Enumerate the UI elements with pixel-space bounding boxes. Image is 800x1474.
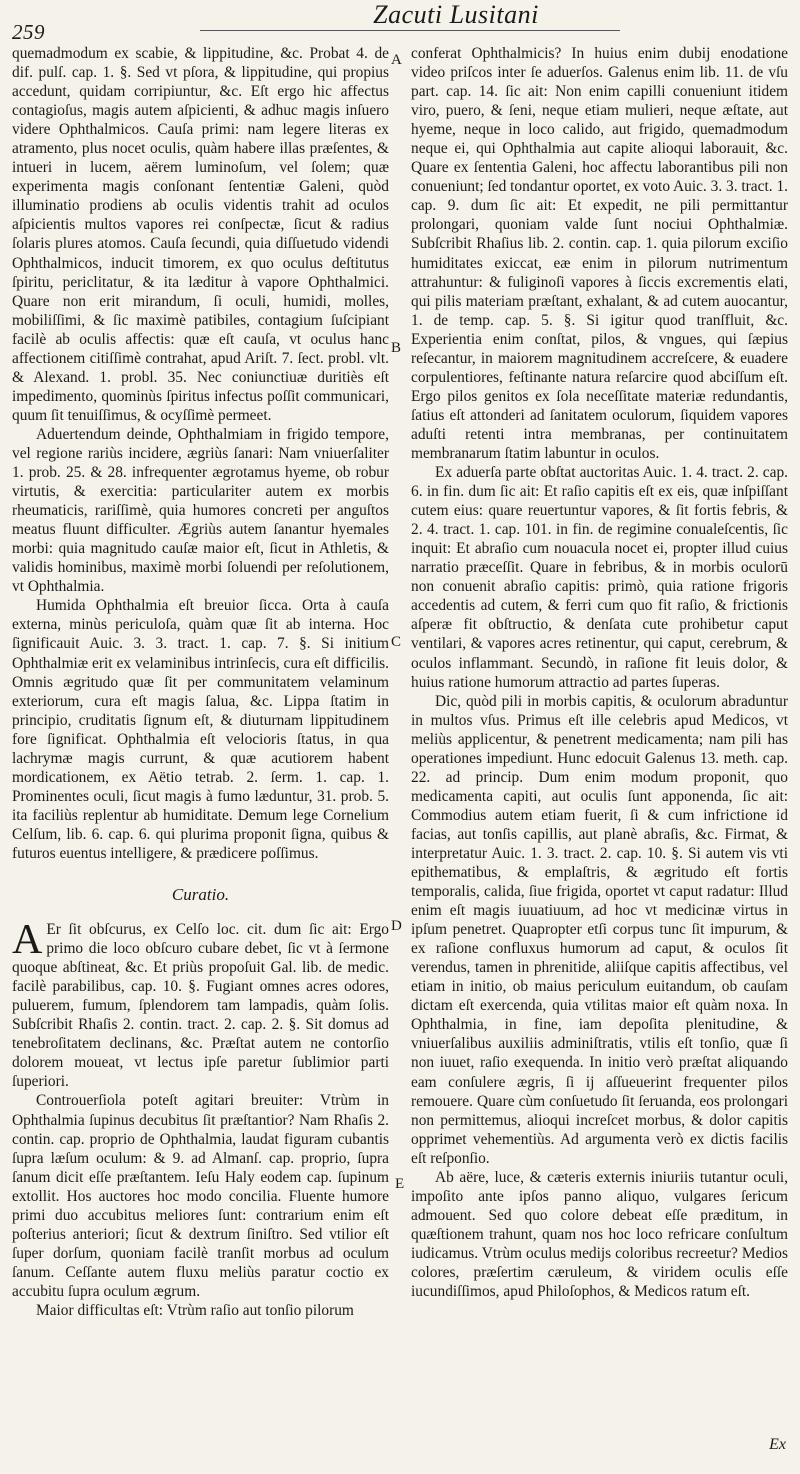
- left-column: [12, 44, 389, 1320]
- left-paragraph-2: Aduertendum deinde, Ophthalmiam in frigido tempore, vel regione rariùs incidere, ægriùs ſanari: Nam vniuerſaliter 1. prob. 25. & 28. infrequenter ægrotamus hyeme, ob robur virtutis, & exercitia: particulariter autem ex morbis rheumaticis, rariſſimè, quia humores concreti per anguſtos meatus fluunt difficulter. Ægriùs autem ſanantur hyemales morbi: quia magnitudo cauſæ maior eſt, ſicut in Athletis, & validis hominibus, maximè morbi ſoluendi per reſolutionem, vt Ophthalmia.: [12, 425, 389, 596]
- margin-marker-a: A: [391, 52, 402, 68]
- margin-marker-c: C: [391, 634, 402, 650]
- left-paragraph-3: Humida Ophthalmia eſt breuior ſicca. Orta à cauſa externa, minùs periculoſa, quàm quæ ſit ab interna. Hoc ſignificauit Auic. 3. 3. tract. 1. cap. 7. §. Si initium Ophthalmiæ erit ex velaminibus intrinſecis, cura eſt difficilis. Omnis ægritudo quæ ſit per communitatem velaminum exteriorum, cura eſt magis ſalua, &c. Lippa ſtatim in principio, cruditatis ſignum eſt, & diuturnam lippitudinem fore ſignificat. Ophthalmia eſt velocioris ſtatus, in qua lachrymæ magis currunt, & quæ acutiorem habent mordicationem, ex Aëtio tetrab. 2. ſerm. 1. cap. 1. Prominentes oculi, ſicut magis à fumo læduntur, 31. prob. 5. ita faciliùs replentur ab humiditate. Demum lege Cornelium Celſum, lib. 6. cap. 6. qui plurima proponit ſigna, quibus & futuros euentus intelligere, & prædicere poſſimus.: [12, 597, 389, 862]
- left-paragraph-4: [12, 917, 389, 1091]
- catchword: Ex: [769, 1436, 786, 1453]
- margin-marker-e: E: [395, 1176, 405, 1192]
- right-paragraph-1: conferat Ophthalmicis? In huius enim dubij enodatione video priſcos inter ſe aduerſos. Galenus enim lib. 11. de vſu part. cap. 14. ſic ait: Non enim capilli conueniunt itidem viro, puero, & ſeni, neque etiam mulieri, neque æſtate, aut hyeme, neque in loco calido, aut frigido, quemadmodum neque ei, qui Ophthalmia aut capite alioqui laborauit, &c. Quare ex ſententia Galeni, hoc affectu laborantibus pili non conueniunt; ſed tondantur oportet, ex voto Auic. 3. 3. tract. 1. cap. 9. dum ſic ait: Et expedit, ne pili permittantur prolongari, quoniam valde ſunt nociui Ophthalmiæ. Subſcribit Rhaſius lib. 2. contin. cap. 1. quia pilorum exciſio humiditates exiccat, eæ enim in pilorum nutrimentum attrahuntur: & fuliginoſi vapores à ſiccis excrementis elati, qui pilis materiam præſtant, exhalant, & ad cutem auocantur, 1. de temp. cap. 5. §. Si igitur quod tranſfluit, &c. Experientia enim conſtat, pilos, & vngues, qui ſæpius reſecantur, in maiorem magnitudinem accreſcere, & euadere corpulentiores, feſtinante natura reſarcire quod abciſſum eſt. Ergo pilos genitos ex ſola neceſſitate materiæ redundantis, ſatius eſt attonderi ad ſanitatem oculorum, ſiquidem vapores aduſti retenti intra membranas, per continuitatem membranarum ſtatim labuntur in oculos.: [411, 45, 788, 462]
- header-rule: [200, 30, 620, 31]
- right-paragraph-3: Dic, quòd pili in morbis capitis, & oculorum abraduntur in multos vſus. Primus eſt ille celebris apud Medicos, vt meliùs applicentur, & penetrent medicamenta; nam pili has operationes impediunt. Hunc edocuit Galenus 13. meth. cap. 22. ad princip. Dum enim modum proponit, quo medicamenta capiti, aut oculis ſunt apponenda, ſic ait: Commodius autem etiam fuerit, ſi & cum infrictione id facias, aut tonſis capillis, aut planè abraſis, &c. Firmat, & interpretatur Auic. 1. 3. tract. 2. cap. 10. §. Si autem vis vti epithematibus, & emplaſtris, & ægritudo eſt fortis temporalis, calida, ſiue frigida, oportet vt caput radatur: Illud enim eſt magis iuuatiuum, ad hoc vt medicinæ virtus in ipſum penetret. Quapropter etſi corpus tunc ſit impurum, & ex raſione confluxus humorum ad caput, & oculos ſit verendus, tamen in phrenitide, aliiſque capitis affectibus, vel etiam in initio, ob maius periculum euitandum, ob cauſam dictam eſt exercenda, quia vtilitas maior eſt quàm noxa. In Ophthalmia, in fine, iam depoſita plenitudine, & vniuerſalibus auxiliis adminiſtratis, vtilis eſt tonſio, quæ ſi non iuuet, raſio exequenda. In initio verò præſtat aliquando eam conſulere ægris, ſi ij aſſueuerint frequenter pilos remouere. Quare cùm conſuetudo ſit ſeruanda, eos prolongari non permittemus, alioqui increſcet morbus, & dolor capitis opprimet vehementiùs. Ad argumenta verò ex dictis facilis eſt reſponſio.: [411, 692, 788, 1167]
- section-title-curatio: Curatio.: [171, 885, 230, 905]
- margin-marker-d: D: [391, 918, 402, 934]
- left-paragraph-4-text: Er ſit obſcurus, ex Celſo loc. cit. dum ſic ait: Ergo primo die loco obſcuro cubare debet, ſic vt à ſermone quoque abſtineat, &c. Et priùs propoſuit Gal. lib. de medic. facilè parabilibus, cap. 10. §. Fugiant omnes acres odores, puluerem, fumum, ſplendorem tam lampadis, quàm ſolis. Subſcribit Rhaſis 2. contin. tract. 2. cap. 2. §. Sit domus ad tenebroſitatem declinans, &c. Præſtat autem ne contorſio dolorem moueat, vt lectus ipſe paretur ſublimior parti ſuperiori.: [12, 921, 389, 1091]
- margin-marker-b: B: [391, 340, 402, 356]
- running-title: [0, 0, 800, 30]
- left-paragraph-6: Maior difficultas eſt: Vtrùm raſio aut tonſio pilorum: [36, 1302, 354, 1319]
- right-paragraph-4: Ab aëre, luce, & cæteris externis iniuriis tutantur oculi, impoſito ante ipſos panno aliquo, vulgares ſericum admouent. Sed quo colore debeat eſſe præditum, in quæſtionem trahunt, quam nos hoc loco refricare conſultum iudicamus. Vtrùm oculus medijs coloribus recreetur? Medios colores, præſertim cæruleum, & viridem oculis eſſe iucundiſſimos, apud Philoſophos, & Medicos ratum eſt.: [411, 1168, 788, 1301]
- page-number: 259: [12, 20, 45, 44]
- drop-cap: A: [12, 917, 43, 964]
- running-title-text: Zacuti Lusitani: [373, 0, 539, 29]
- left-paragraph-1: quemadmodum ex scabie, & lippitudine, &c. Probat 4. de dif. pulſ. cap. 1. §. Sed vt pſora, & lippitudine, qui propius accedunt, quidam corripiuntur, &c. Eſt ergo hic affectus contagioſus, magis autem aſpicienti, & adhuc magis inſuero videre Ophthalmicos. Cauſa primi: nam legere literas ex atramento, plus nocet oculis, quàm habere illas præſentes, & intueri in lucem, aërem luminoſum, vel ſolem; quæ experimenta magis conſonant ſententiæ Galeni, quòd illuminatio prodiens ab oculis videntis trahit ad oculos aſpicientis multos vapores rei conſpectæ, ſicut & radius ſolaris plures atomos. Cauſa ſecundi, quia diſſuetudo videndi Ophthalmicos, inducit timorem, ex quo oculus deſtitutus ſpiritu, periclitatur, & ita læditur à vapore Ophthalmici. Quare non erit mirandum, ſi oculi, humidi, molles, mobiliſſimi, & ſic maximè patibiles, contagium ſuſcipiant facilè ab oculis affectis: quæ eſt cauſa, vt oculus hanc affectionem citiſſimè contrahat, apud Ariſt. 7. ſect. probl. vlt. & Alexand. 1. probl. 35. Nec coniunctiuæ duritiès eſt impedimento, quominùs ſpiritus infectus poſſit communicari, quum ſit tenuiſſimus, & ocyſſimè permeet.: [12, 45, 389, 424]
- right-column: [411, 44, 788, 1301]
- right-paragraph-2: Ex aduerſa parte obſtat auctoritas Auic. 1. 4. tract. 2. cap. 6. in fin. dum ſic ait: Et raſio capitis eſt ex eis, quæ inſpiſſant cutem eius: quare reuertuntur vapores, & ſit fortis febris, & 2. 4. tract. 1. cap. 101. in fin. de regimine conualeſcentis, ſic inquit: Et abraſio cum nouacula nocet ei, propter illud cuius narratio præceſſit. Quare in febribus, & in morbis oculorū non conuenit abraſio capitis: primò, quia ratione frigoris accedentis ad cutem, & ferri cum quo fit raſio, & frictionis aſperæ fit obſtructio, & denſata cute prohibetur caput ventilari, & vapores acres retinentur, qui caput, cerebrum, & oculos inflammant. Secundò, in raſione fit leuis dolor, & huius ratione humorum attractio ad partes ſuperas.: [411, 464, 788, 691]
- left-paragraph-5: Controuerſiola poteſt agitari breuiter: Vtrùm in Ophthalmia ſupinus decubitus ſit præſtantior? Nam Rhaſis 2. contin. cap. proprio de Ophthalmia, laudat figuram cubantis ſupra læſum oculum: & 9. ad Almanſ. cap. proprio, ſupra ſanum dicit eſſe præſtantem. Ieſu Haly eodem cap. ſupinum extollit. Hos auctores hoc modo concilia. Fluente humore primi duo accubitus meliores ſunt: contrarium enim eſt poſterius anteriori; ſicut & dextrum ſiniſtro. Sed vtilior eſt ſuper dorſum, quoniam facilè tranſit morbus ad oculum ſanum. Ceſſante autem fluxu meliùs paratur coctio ex accubitu ſupra oculum ægrum.: [12, 1092, 389, 1300]
